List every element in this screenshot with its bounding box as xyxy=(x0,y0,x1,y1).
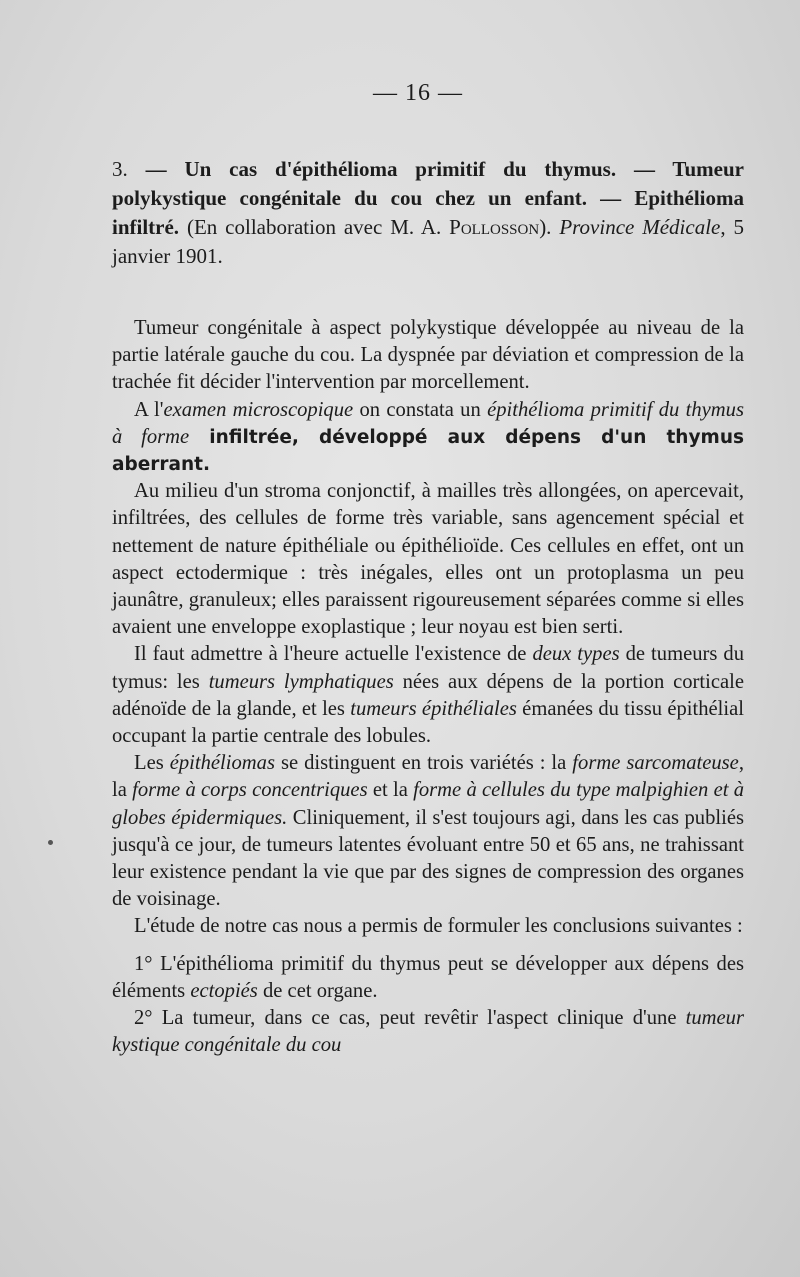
paragraph-5 xyxy=(112,750,744,913)
paragraph-4-italic-c: tumeurs épithéliales xyxy=(350,697,517,720)
paragraph-2-italic-b: épithélioma primitif du thymus à forme xyxy=(112,398,744,448)
entry-number: 3. xyxy=(112,157,128,181)
paragraph-5-italic-d: forme à cellules du type malpighien et à globes épidermiques. xyxy=(112,779,745,829)
paragraph-4-text-c: nées aux dépens de la portion corticale adénoïde de la glande, et les xyxy=(112,670,744,720)
collaborator-name: Pollosson xyxy=(449,215,540,239)
paragraph-5-italic-a: épithéliomas xyxy=(169,752,275,775)
paragraph-7-text-a: 1° L'épithélioma primitif du thymus peut se développer aux dépens des éléments xyxy=(112,952,744,1002)
collaboration-text: (En collaboration avec M. A. xyxy=(179,215,450,239)
paragraph-2 xyxy=(112,397,744,479)
entry-heading xyxy=(112,155,744,271)
paragraph-2-text-a: A l' xyxy=(134,398,164,421)
paragraph-4 xyxy=(112,641,744,750)
paragraph-2-bold: infiltrée, développé aux dépens d'un thymus aberrant. xyxy=(112,426,744,476)
page-number: — 16 — xyxy=(373,80,463,106)
paragraph-6: L'étude de notre cas nous a permis de formuler les conclusions suivantes : xyxy=(134,915,743,938)
paragraph-7-italic: ectopiés xyxy=(190,979,258,1002)
paragraph-5-text-a: Les xyxy=(134,752,170,775)
paragraph-4-text-d: émanées du tissu épithélial occupant la partie centrale des lobules. xyxy=(112,697,744,748)
paragraph-8-italic: tumeur kystique congénitale du cou xyxy=(112,1007,744,1057)
paragraph-4-text-b: de tumeurs du tymus: les xyxy=(112,643,744,693)
paragraph-5-text-d: et la xyxy=(367,779,414,802)
paragraph-8-text-a: 2° La tumeur, dans ce cas, peut revêtir l'aspect clinique d'une xyxy=(134,1007,686,1030)
paragraph-2-italic-a: examen microscopique xyxy=(163,398,354,421)
entry-title: — Un cas d'épithélioma primitif du thymus. — Tumeur polykystique congénitale du cou chez un enfant. — Epithélioma infiltré. xyxy=(112,157,744,239)
paragraph-5-italic-c: forme à corps concentriques xyxy=(132,779,368,802)
paragraph-7 xyxy=(112,951,744,1005)
section-gap xyxy=(112,271,744,315)
paragraph-8 xyxy=(112,1005,744,1059)
collaboration-close: ). xyxy=(539,215,552,239)
paragraph-5-text-c: , la xyxy=(112,752,744,802)
paragraph-7-text-b: de cet organe. xyxy=(257,979,378,1002)
journal-name: Province Médicale xyxy=(559,215,721,239)
margin-dot xyxy=(48,840,53,845)
paragraph-5-italic-b: forme sarcomateuse xyxy=(572,752,739,775)
paragraph-2-text-b: on constata un xyxy=(353,398,488,421)
paragraph-5-text-e: Cliniquement, il s'est toujours agi, dans les cas publiés jusqu'à ce jour, de tumeurs latentes évoluant entre 50 et 65 ans, ne trahissant leur existence pendant la vie que par des signes de compression des organes de voisinage. xyxy=(112,806,744,911)
paragraph-4-italic-a: deux types xyxy=(532,643,620,666)
paragraph-3: Au milieu d'un stroma conjonctif, à mailles très allongées, on apercevait, infiltrées, des cellules de forme très variable, sans agencement spécial et nettement de nature épithéliale ou épithélioïde. Ces cellules en effet, ont un aspect ectodermique : très inégales, elles ont un protoplasma un peu jaunâtre, granuleux; elles paraissent rigoureusement séparées comme si elles avaient une enveloppe exoplastique ; leur noyau est bien serti. xyxy=(112,480,744,639)
paragraph-5-text-b: se distinguent en trois variétés : la xyxy=(274,752,573,775)
paragraph-4-italic-b: tumeurs lymphatiques xyxy=(208,670,394,693)
paragraph-4-text-a: Il faut admettre à l'heure actuelle l'existence de xyxy=(134,643,533,666)
publication-date: , 5 janvier 1901. xyxy=(112,215,744,268)
paragraph-1: Tumeur congénitale à aspect polykystique développée au niveau de la partie latérale gauche du cou. La dyspnée par déviation et compression de la trachée fit décider l'intervention par morcellement. xyxy=(112,317,744,394)
